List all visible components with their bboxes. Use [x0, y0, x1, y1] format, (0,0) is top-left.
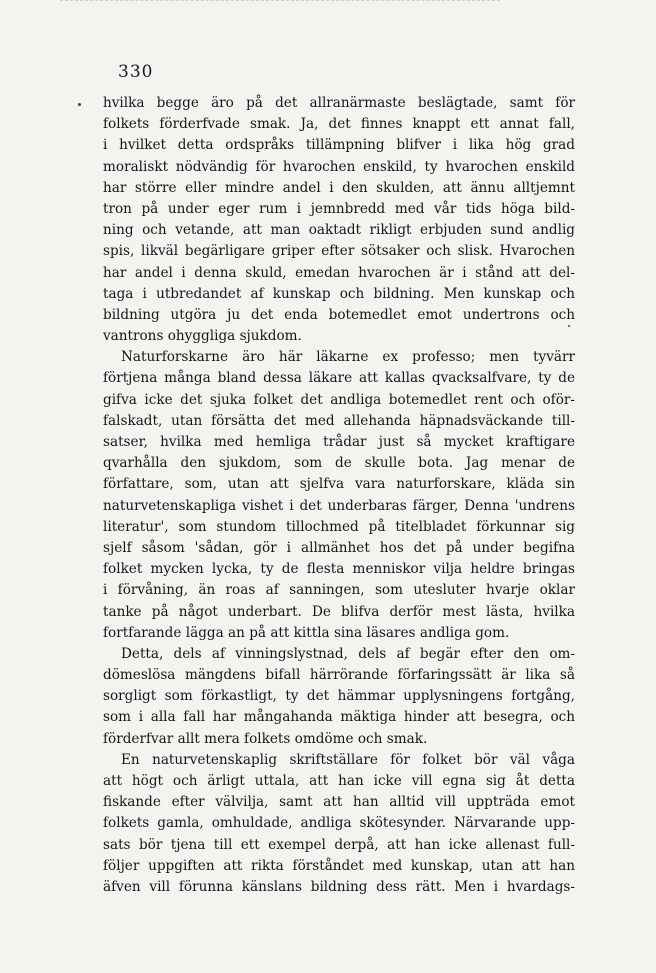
text-line: förtjena många bland dessa läkare att kallas qvacksalfvare, ty de: [103, 370, 575, 387]
text-line: hvilka begge äro på det allranärmaste beslägtade, samt för: [103, 95, 575, 111]
page-number: 330: [118, 62, 154, 82]
text-line: äfven vill förunna känslans bildning dess rätt. Men i hvardags-: [103, 878, 575, 895]
text-line: tron på under eger rum i jemnbredd med vår tids höga bild-: [103, 200, 575, 217]
text-line: naturvetenskapliga vishet i det underbaras färger, Denna 'undrens: [103, 497, 575, 514]
text-line: moraliskt nödvändig för hvarochen enskild, ty hvarochen enskild: [103, 158, 575, 175]
text-line: följer uppgiften att rikta förståndet med kunskap, utan att han: [103, 857, 575, 874]
text-line: En naturvetenskaplig skriftställare för folket bör väl våga: [121, 751, 575, 768]
text-line: ning och vetande, att man oaktadt rikligt erbjuden sund andlig: [103, 222, 575, 239]
text-line: författare, som, utan att sjelfva vara naturforskare, kläda sin: [103, 476, 575, 493]
text-line: bildning utgöra ju det enda botemedlet emot undertrons och: [103, 306, 575, 323]
text-line: folket mycken lycka, ty de flesta menniskor vilja heldre bringas: [103, 561, 575, 578]
text-line: förderfvar allt mera folkets omdöme och smak.: [103, 730, 428, 747]
text-line: fortfarande lägga an på att kittla sina läsares andliga gom.: [103, 624, 510, 641]
text-line: sjelf såsom 'sådan, gör i allmänhet hos det på under begifna: [103, 539, 575, 556]
text-line: dömeslösa mängdens bifall härrörande förfaringssätt är lika så: [103, 667, 575, 684]
text-line: sats bör tjena till ett exempel derpå, att han icke allenast full-: [103, 836, 575, 853]
text-line: satser, hvilka med hemliga trådar just så mycket kraftigare: [103, 434, 575, 450]
text-line: Naturforskarne äro här läkarne ex professo; men tyvärr: [121, 349, 575, 366]
text-line: i hvilket detta ordspråks tillämpning blifver i lika hög grad: [103, 137, 575, 154]
text-line: i förvåning, än roas af sanningen, som utesluter hvarje oklar: [103, 582, 575, 599]
text-line: som i alla fall har mångahanda mäktiga hinder att besegra, och: [103, 709, 575, 726]
text-line: tanke på något underbart. De blifva derför mest lästa, hvilka: [103, 603, 575, 620]
text-line: har andel i denna skuld, emedan hvarochen är i stånd att del-: [103, 264, 575, 281]
text-line: att högt och ärligt uttala, att han icke vill egna sig åt detta: [103, 773, 575, 789]
text-line: har större eller mindre andel i den skulden, att ännu alltjemnt: [103, 179, 575, 196]
page-top-edge: [60, 0, 500, 7]
margin-mark: [78, 103, 81, 106]
text-line: vantrons ohyggliga sjukdom.: [103, 328, 302, 345]
text-line: qvarhålla den sjukdom, som de skulle bota. Jag menar de: [103, 455, 575, 472]
text-line: falskadt, utan försätta det med allehanda häpnadsväckande till-: [103, 412, 575, 429]
text-line: folkets förderfvade smak. Ja, det finnes knappt ett annat fall,: [103, 116, 575, 133]
text-line: gifva icke det sjuka folket det andliga botemedlet rent och oför-: [103, 391, 575, 408]
text-line: fiskande efter välvilja, samt att han alltid vill uppträda emot: [103, 794, 575, 811]
text-line: literatur', som stundom tillochmed på titelbladet förkunnar sig: [103, 518, 575, 535]
text-line: sorgligt som förkastligt, ty det hämmar upplysningens fortgång,: [103, 688, 575, 705]
text-line: taga i utbredandet af kunskap och bildning. Men kunskap och: [103, 285, 575, 302]
text-line: folkets gamla, omhuldade, andliga skötesynder. Närvarande upp-: [103, 815, 575, 832]
text-line: Detta, dels af vinningslystnad, dels af begär efter den om-: [121, 645, 575, 662]
text-line: spis, likväl begärligare griper efter sötsaker och slisk. Hvarochen: [103, 243, 575, 260]
body-text: [103, 93, 575, 898]
